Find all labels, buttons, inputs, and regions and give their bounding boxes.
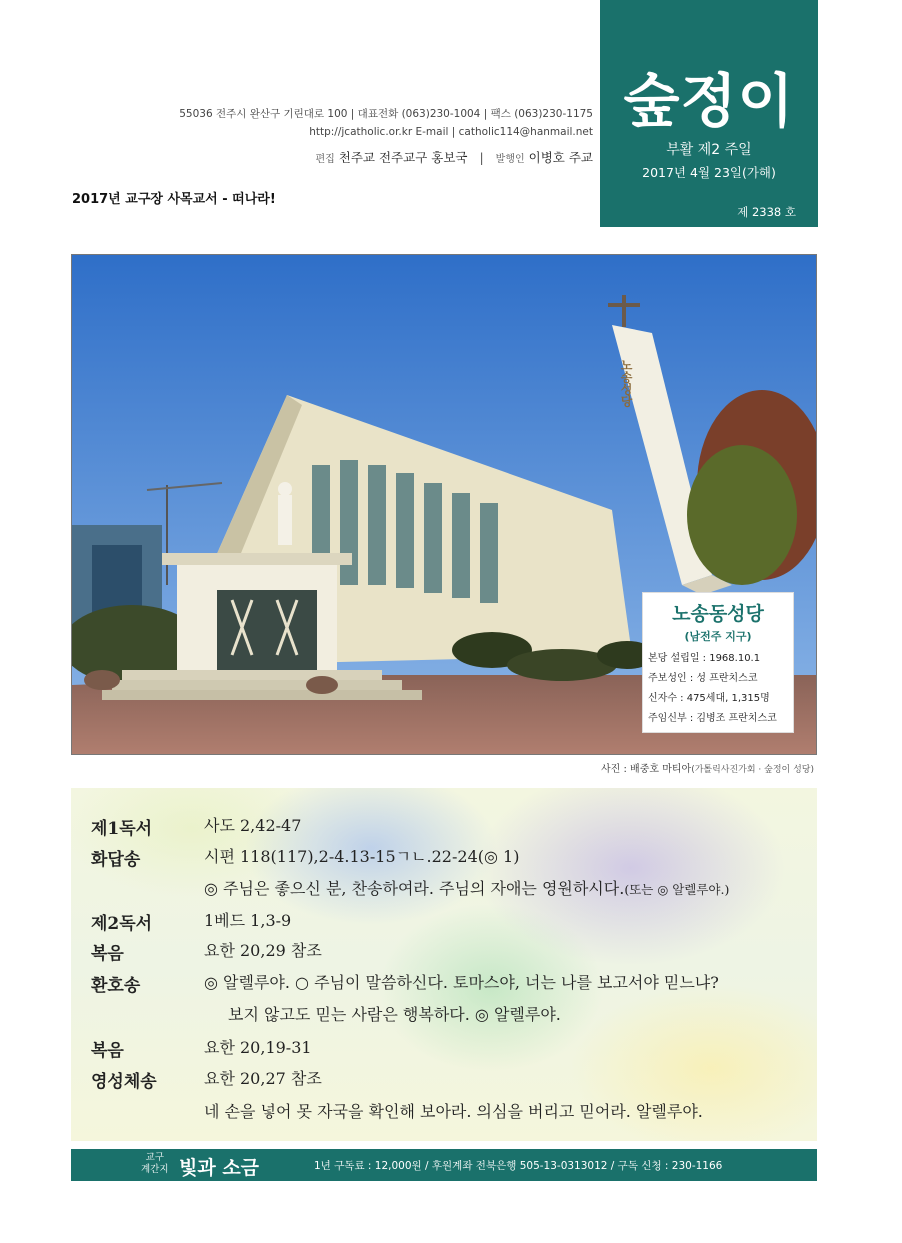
reading-value xyxy=(204,876,729,899)
reading-value: 요한 20,27 참조 xyxy=(204,1069,322,1088)
parish-district: (남전주 지구) xyxy=(684,630,752,643)
bulletin-title: 숲정이 xyxy=(623,67,795,135)
photo-credit: 사진 : 배중호 마티아 xyxy=(601,764,692,775)
publisher-name: 이병호 주교 xyxy=(528,150,593,165)
liturgical-week: 부활 제2 주일 xyxy=(666,142,752,158)
photo-credit-org: (가톨릭사진가회 · 숲정이 성당) xyxy=(691,765,814,775)
editor-label: 편집 xyxy=(315,154,335,165)
psalm-response: ◎ 주님은 좋으신 분, 찬송하여라. 주님의 자애는 영원하시다. xyxy=(204,879,625,898)
psalm-response-note: (또는 ◎ 알렐루야.) xyxy=(624,882,730,897)
subscription-info: 1년 구독료 : 12,000원 / 후원계좌 전북은행 505-13-0313012 / 구독 신청 : 230-1166 xyxy=(314,1160,723,1172)
reading-label: 영성체송 xyxy=(91,1072,157,1092)
readings-panel xyxy=(71,788,817,1141)
reading-value: 사도 2,42-47 xyxy=(204,816,302,835)
magazine-logo: 빛과 소금 xyxy=(179,1157,260,1179)
parish-priest: 주임신부 : 김병조 프란치스코 xyxy=(648,713,777,724)
photo-caption xyxy=(601,760,814,775)
footer-label-top: 교구 xyxy=(145,1152,164,1163)
address-line: 55036 전주시 완산구 기린대로 100 | 대표전화 (063)230-1004 | 팩스 (063)230-1175 xyxy=(179,108,593,120)
reading-label: 환호송 xyxy=(91,976,141,996)
footer-label xyxy=(141,1152,169,1176)
footer-bar xyxy=(71,1149,817,1181)
reading-value: ◎ 알렐루야. ○ 주님이 말씀하신다. 토마스야, 너는 나를 보고서야 믿느냐? xyxy=(204,973,719,992)
editor-name: 천주교 전주교구 홍보국 xyxy=(338,150,468,165)
reading-label: 복음 xyxy=(91,944,124,964)
brand-block xyxy=(600,0,818,227)
parish-members: 신자수 : 475세대, 1,315명 xyxy=(648,693,770,704)
reading-value: 1베드 1,3-9 xyxy=(204,911,292,930)
tower-sign: 노송성당 xyxy=(619,359,633,407)
statue xyxy=(278,495,292,545)
parish-founded: 본당 설립일 : 1968.10.1 xyxy=(648,653,761,664)
reading-label: 제2독서 xyxy=(91,914,153,934)
reading-label: 화답송 xyxy=(91,850,141,870)
reading-label: 복음 xyxy=(91,1041,124,1061)
issue-number: 제 2338 호 xyxy=(737,205,796,219)
editor-publisher-line xyxy=(315,148,593,166)
reading-value: 요한 20,19-31 xyxy=(204,1038,312,1057)
reading-value: 시편 118(117),2-4.13-15ㄱㄴ.22-24(◎ 1) xyxy=(204,847,520,866)
pastoral-message: 2017년 교구장 사목교서 - 떠나라! xyxy=(72,192,276,207)
separator: | xyxy=(479,150,484,165)
parish-patron: 주보성인 : 성 프란치스코 xyxy=(648,673,758,684)
publisher-label: 발행인 xyxy=(495,154,525,165)
parish-info-box xyxy=(642,592,794,733)
footer-label-bottom: 계간지 xyxy=(141,1164,169,1175)
parish-name: 노송동성당 xyxy=(672,603,764,625)
reading-label: 제1독서 xyxy=(91,819,153,839)
reading-value: 요한 20,29 참조 xyxy=(204,941,322,960)
web-line: http://jcatholic.or.kr E-mail | catholic114@hanmail.net xyxy=(309,126,593,138)
issue-date: 2017년 4월 23일(가해) xyxy=(642,165,776,180)
reading-value: 보지 않고도 믿는 사람은 행복하다. ◎ 알렐루야. xyxy=(228,1005,561,1024)
reading-value: 네 손을 넣어 못 자국을 확인해 보아라. 의심을 버리고 믿어라. 알렐루야. xyxy=(204,1102,703,1121)
